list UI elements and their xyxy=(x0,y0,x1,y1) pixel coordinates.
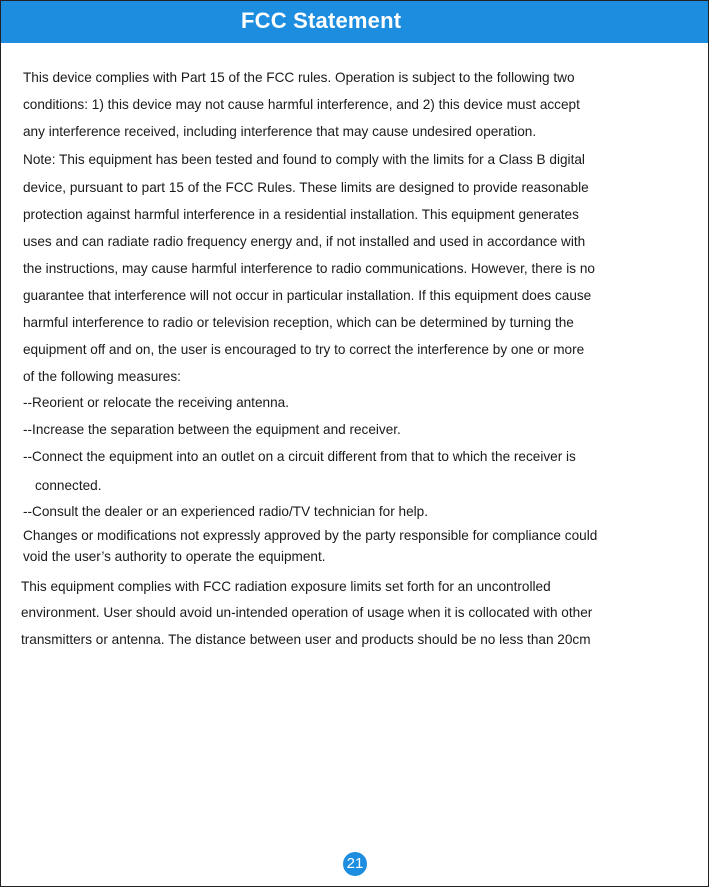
text-line: guarantee that interference will not occur in particular installation. If this equipment does cause xyxy=(23,288,592,303)
list-item: --Reorient or relocate the receiving antenna. xyxy=(23,395,289,410)
text-line: harmful interference to radio or television reception, which can be determined by turning the xyxy=(23,315,574,330)
page-number-badge: 21 xyxy=(343,852,367,876)
header-bar xyxy=(1,1,708,43)
text-line: Note: This equipment has been tested and found to comply with the limits for a Class B digital xyxy=(23,152,585,167)
text-line: environment. User should avoid un-intended operation of usage when it is collocated with other xyxy=(21,605,593,620)
text-line: void the user’s authority to operate the equipment. xyxy=(23,549,326,564)
text-line: This equipment complies with FCC radiation exposure limits set forth for an uncontrolled xyxy=(21,579,551,594)
text-line: of the following measures: xyxy=(23,369,181,384)
page-title: FCC Statement xyxy=(241,8,402,33)
list-item: --Increase the separation between the equipment and receiver. xyxy=(23,422,401,437)
text-line: equipment off and on, the user is encouraged to try to correct the interference by one or more xyxy=(23,342,585,357)
text-line: transmitters or antenna. The distance between user and products should be no less than 20cm xyxy=(21,632,591,647)
list-item: --Consult the dealer or an experienced radio/TV technician for help. xyxy=(23,504,429,519)
text-line: protection against harmful interference in a residential installation. This equipment generates xyxy=(23,207,579,222)
list-item: --Connect the equipment into an outlet on a circuit different from that to which the receiver is xyxy=(23,449,576,464)
text-line: Changes or modifications not expressly approved by the party responsible for compliance could xyxy=(23,528,598,543)
text-line: any interference received, including interference that may cause undesired operation. xyxy=(23,124,537,139)
text-line: the instructions, may cause harmful interference to radio communications. However, there is no xyxy=(23,261,595,276)
text-line: This device complies with Part 15 of the FCC rules. Operation is subject to the following two xyxy=(23,70,575,85)
list-item-continuation: connected. xyxy=(35,478,102,493)
text-line: uses and can radiate radio frequency energy and, if not installed and used in accordance with xyxy=(23,234,586,249)
text-line: conditions: 1) this device may not cause harmful interference, and 2) this device must accept xyxy=(23,97,580,112)
text-line: device, pursuant to part 15 of the FCC Rules. These limits are designed to provide reasonable xyxy=(23,180,589,195)
